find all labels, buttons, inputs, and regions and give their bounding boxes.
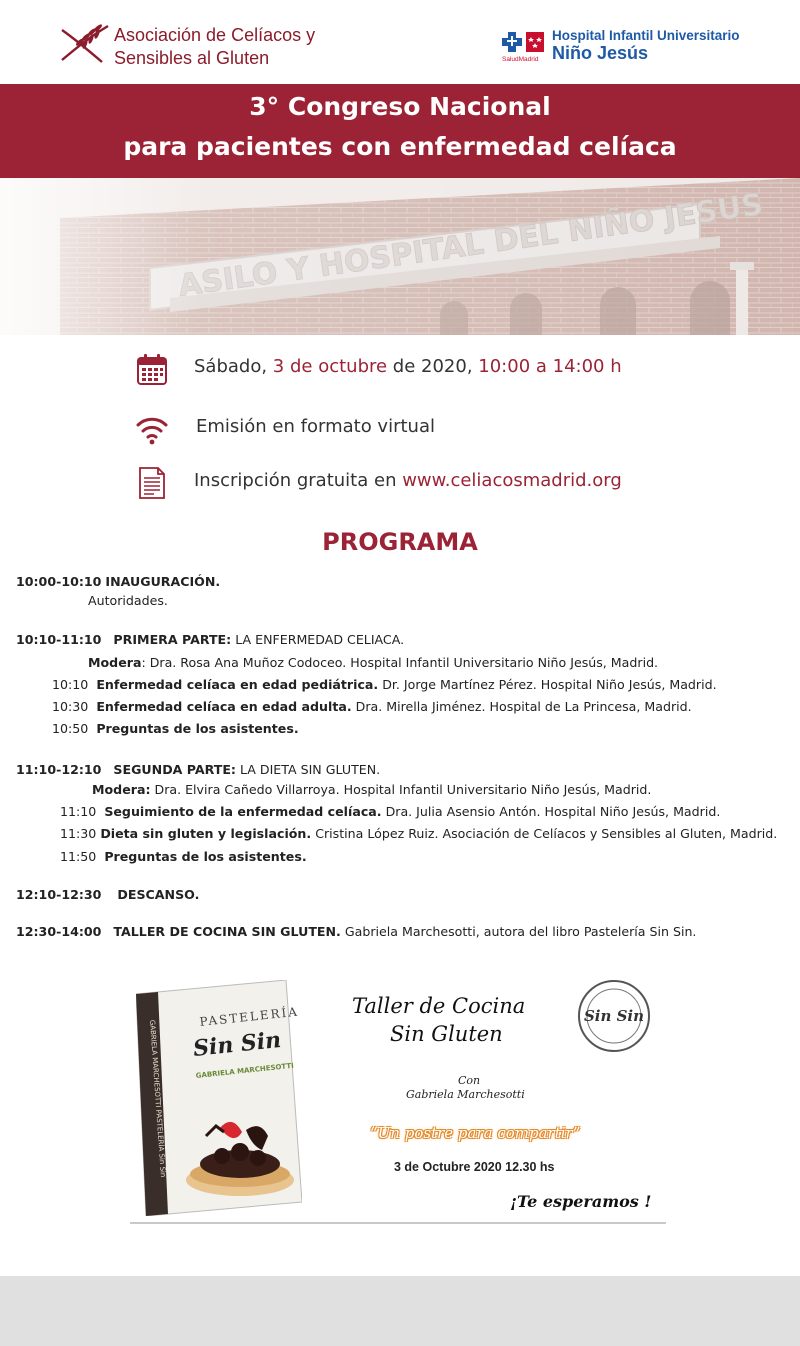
taller-date: 3 de Octubre 2020 12.30 hs [394,1160,555,1174]
inscription-text: Inscripción gratuita en www.celiacosmadrid.org [194,470,622,491]
congress-title-line1: 3° Congreso Nacional [249,92,551,121]
book-spine-text: GABRIELA MARCHESOTTI PASTELERÍA Sin Sin [148,1019,167,1178]
taller-presenter: Gabriela Marchesotti [406,1088,525,1101]
program-item: 12:10-12:30 DESCANSO. [16,887,200,902]
taller-title-line2: Sin Gluten [390,1022,503,1046]
footer-bar [0,1276,800,1346]
virtual-format-text: Emisión en formato virtual [196,416,435,437]
book-title-top: PASTELERÍA [198,1004,300,1029]
hospital-name-line2: Niño Jesús [552,43,649,63]
taller-slogan: “Un postre para compartir” [370,1124,581,1142]
programa-heading: PROGRAMA [322,528,478,556]
acs-name-line1: Asociación de Celíacos y [114,25,316,45]
title-banner [0,84,800,178]
congress-title-line2: para pacientes con enfermedad celíaca [123,132,677,161]
program-item: 10:00-10:10 INAUGURACIÓN. [16,574,221,589]
event-time-value: 10:00 a 14:00 h [478,356,622,377]
asociacion-celiacos-logo [58,20,358,70]
program-item: Autoridades. [88,593,168,608]
program-item: 10:10-11:10 PRIMERA PARTE: LA ENFERMEDAD CELIACA. [16,632,405,647]
event-date-text: Sábado, 3 de octubre de 2020, 10:00 a 14:00 h [194,356,622,377]
program-item: 11:10 Seguimiento de la enfermedad celíaca. Dra. Julia Asensio Antón. Hospital Niño Jesús, Madrid. [60,804,721,819]
taller-promo-image [130,968,666,1224]
book-brand: Sin Sin [191,1026,283,1062]
book-author: GABRIELA MARCHESOTTI [195,1061,295,1080]
taller-title-line1: Taller de Cocina [352,994,526,1018]
program-item: Modera: Dra. Elvira Cañedo Villarroya. Hospital Infantil Universitario Niño Jesús, Madrid. [92,782,652,797]
program-item: Modera: Dra. Rosa Ana Muñoz Codoceo. Hospital Infantil Universitario Niño Jesús, Madrid. [88,655,659,670]
program-item: 11:10-12:10 SEGUNDA PARTE: LA DIETA SIN GLUTEN. [16,762,381,777]
document-icon [136,466,168,500]
hospital-nino-jesus-logo [502,26,762,66]
hospital-name-line1: Hospital Infantil Universitario [552,28,740,43]
program-item: 12:30-14:00 TALLER DE COCINA SIN GLUTEN. Gabriela Marchesotti, autora del libro Pastelería Sin Sin. [16,924,697,939]
program-item: 11:30 Dieta sin gluten y legislación. Cristina López Ruiz. Asociación de Celíacos y Sensibles al Gluten, Madrid. [60,826,778,841]
program-item: 10:10 Enfermedad celíaca en edad pediátrica. Dr. Jorge Martínez Pérez. Hospital Niño Jesús, Madrid. [52,677,717,692]
program-item: 10:50 Preguntas de los asistentes. [52,721,299,736]
sin-sin-seal-icon [576,978,652,1054]
seal-text: Sin Sin [583,1007,645,1025]
wheat-icon [58,20,114,66]
salud-madrid-label: SaludMadrid [502,56,539,63]
acs-name-line2: Sensibles al Gluten [114,48,270,68]
program-item: 11:50 Preguntas de los asistentes. [60,849,307,864]
hospital-building-photo [0,178,800,335]
taller-invitation: ¡Te esperamos ! [510,1192,652,1211]
book-cover-image [136,980,302,1216]
program-item: 10:30 Enfermedad celíaca en edad adulta. Dra. Mirella Jiménez. Hospital de La Princesa, Madrid. [52,699,692,714]
header [0,0,800,84]
comunidad-madrid-icon [502,28,546,58]
event-date-value: 3 de octubre [272,356,388,377]
calendar-icon [136,352,168,386]
inscription-url-link[interactable]: www.celiacosmadrid.org [402,470,622,491]
wifi-icon [136,412,168,446]
taller-con: Con [458,1074,481,1087]
